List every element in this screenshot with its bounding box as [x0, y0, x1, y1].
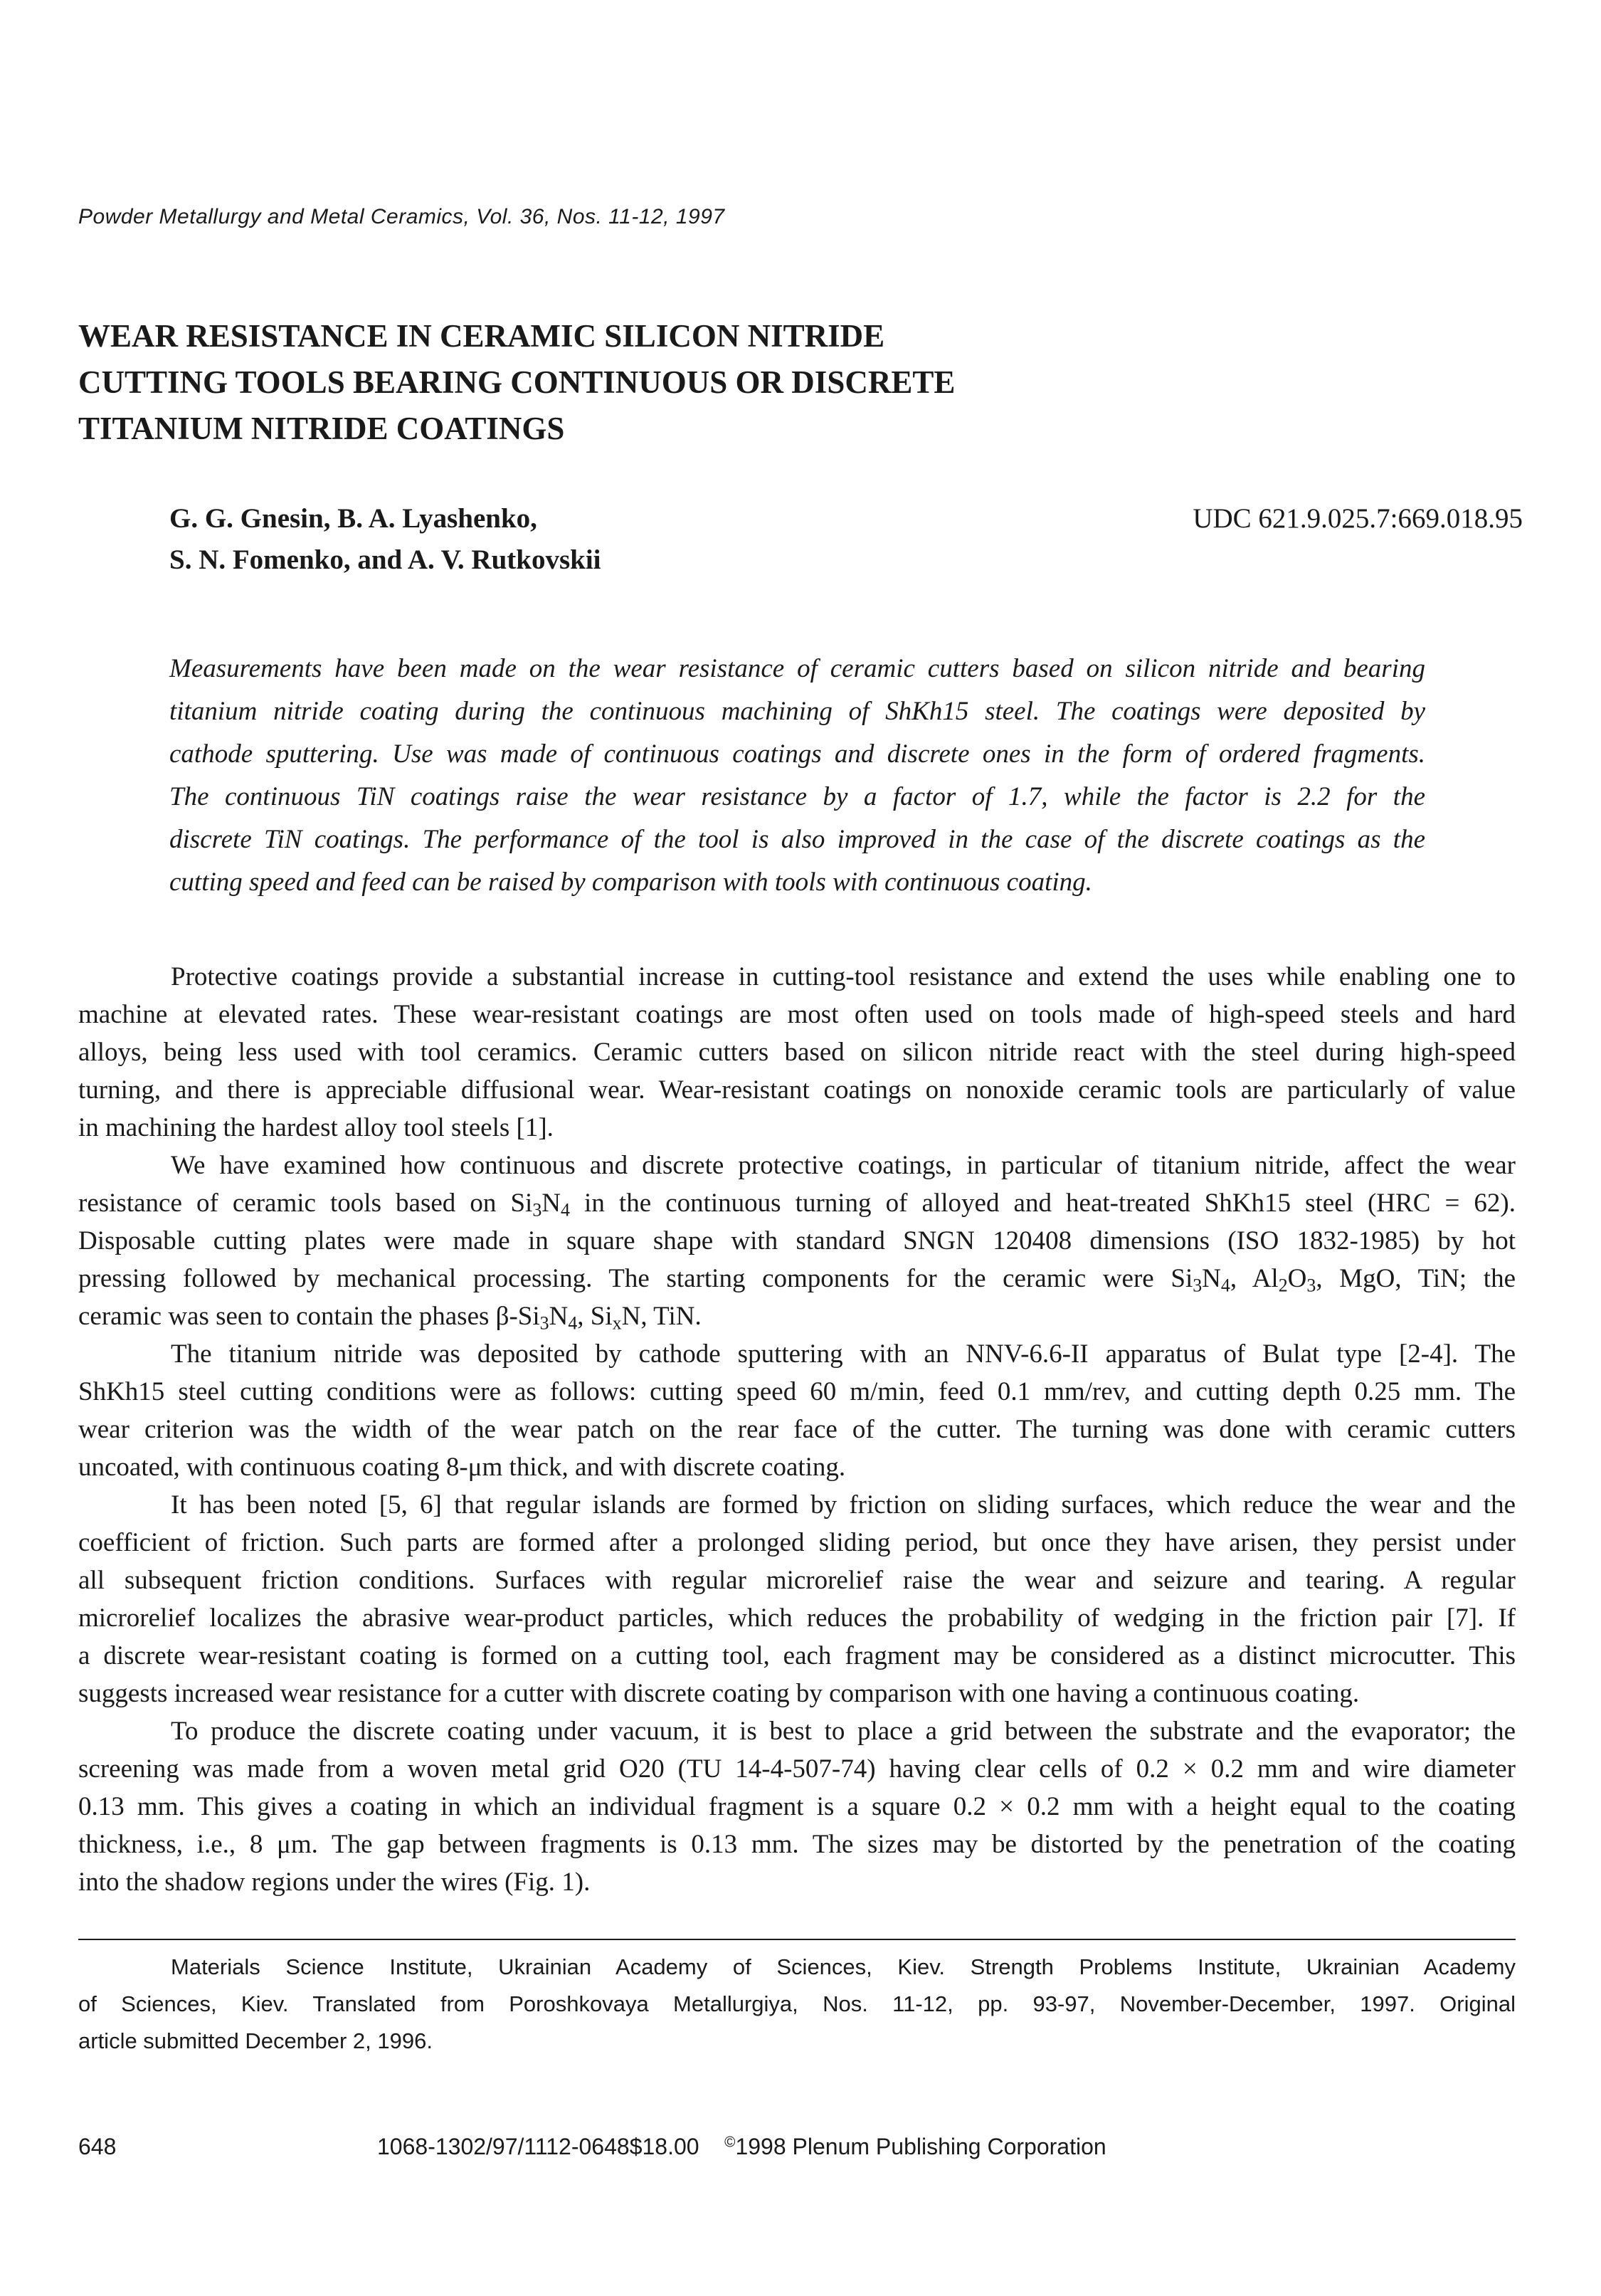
body-line: Protective coatings provide a substantial increase in cutting-tool resistance and extend the uses while enabling one to [171, 962, 1516, 991]
title-line: WEAR RESISTANCE IN CERAMIC SILICON NITRIDE [78, 318, 885, 354]
body-line: in machining the hardest alloy tool steels [1]. [78, 1113, 554, 1142]
footnote-divider [78, 1939, 1516, 1940]
body-line: uncoated, with continuous coating 8-μm thick, and with discrete coating. [78, 1453, 846, 1482]
abstract [169, 648, 1425, 904]
body-line: turning, and there is appreciable diffusional wear. Wear-resistant coatings on nonoxide ceramic tools are particularly of value [78, 1075, 1516, 1105]
abstract-line: titanium nitride coating during the continuous machining of ShKh15 steel. The coatings were deposited by [169, 697, 1425, 726]
body-line: To produce the discrete coating under vacuum, it is best to place a grid between the substrate and the evaporator; the [171, 1717, 1516, 1746]
page-number: 648 [78, 2134, 117, 2159]
body-line: suggests increased wear resistance for a cutter with discrete coating by comparison with one having a continuous coating. [78, 1679, 1360, 1708]
paragraph-5 [78, 1712, 1516, 1901]
body-line: all subsequent friction conditions. Surfaces with regular microrelief raise the wear and seizure and tearing. A regular [78, 1566, 1516, 1595]
footnote-line: article submitted December 2, 1996. [78, 2028, 433, 2053]
body-line: into the shadow regions under the wires (Fig. 1). [78, 1868, 591, 1897]
title-line: TITANIUM NITRIDE COATINGS [78, 411, 565, 446]
paragraph-4 [78, 1486, 1516, 1712]
paragraph-1 [78, 958, 1516, 1147]
abstract-line: discrete TiN coatings. The performance of the tool is also improved in the case of the discrete coatings as the [169, 825, 1425, 854]
footnote [78, 1949, 1516, 2060]
body-line: alloys, being less used with tool ceramics. Ceramic cutters based on silicon nitride react with the steel during high-speed [78, 1038, 1516, 1067]
body-line: pressing followed by mechanical processing. The starting components for the ceramic were $Si_3N_4$, $Al_2O_3$, MgO, TiN; the [78, 1264, 1516, 1296]
body-line: 0.13 mm. This gives a coating in which an individual fragment is a square 0.2 × 0.2 mm with a height equal to the coating [78, 1792, 1516, 1821]
body-line: screening was made from a woven metal grid O20 (TU 14-4-507-74) having clear cells of 0.2 × 0.2 mm and wire diameter [78, 1754, 1516, 1784]
body-line: thickness, i.e., 8 μm. The gap between fragments is 0.13 mm. The sizes may be distorted by the penetration of the coating [78, 1830, 1516, 1859]
author-line: G. G. Gnesin, B. A. Lyashenko, [169, 503, 537, 534]
title-line: CUTTING TOOLS BEARING CONTINUOUS OR DISCRETE [78, 364, 956, 400]
body-line: wear criterion was the width of the wear patch on the rear face of the cutter. The turning was done with ceramic cutters [78, 1415, 1516, 1444]
body-line: a discrete wear-resistant coating is formed on a cutting tool, each fragment may be considered as a distinct microcutter. This [78, 1641, 1516, 1670]
body-line: machine at elevated rates. These wear-resistant coatings are most often used on tools made of high-speed steels and hard [78, 1000, 1516, 1029]
body-line: ceramic was seen to contain the phases $\beta-Si_3N_4$, $Si_xN$, TiN. [78, 1302, 702, 1334]
paragraph-3 [78, 1335, 1516, 1486]
copyright-text: 1998 Plenum Publishing Corporation [735, 2134, 1106, 2159]
abstract-line: Measurements have been made on the wear resistance of ceramic cutters based on silicon nitride and bearing [169, 654, 1425, 683]
body-line: resistance of ceramic tools based on $Si_3N_4$ in the continuous turning of alloyed and heat-treated ShKh15 steel (HRC = 62). [78, 1189, 1516, 1221]
body-line: We have examined how continuous and discrete protective coatings, in particular of titanium nitride, affect the wear [171, 1151, 1516, 1180]
udc-code: UDC 621.9.025.7:669.018.95 [1193, 503, 1523, 534]
abstract-line: cutting speed and feed can be raised by comparison with tools with continuous coating. [169, 868, 1092, 897]
article-title [78, 313, 1217, 452]
copyright-symbol: © [724, 2134, 736, 2151]
body-line: ShKh15 steel cutting conditions were as follows: cutting speed 60 m/min, feed 0.1 mm/rev, and cutting depth 0.25 mm. The [78, 1377, 1516, 1406]
paragraph-2 [78, 1147, 1516, 1335]
abstract-line: The continuous TiN coatings raise the wear resistance by a factor of 1.7, while the factor is 2.2 for the [169, 782, 1425, 811]
body-line: It has been noted [5, 6] that regular islands are formed by friction on sliding surfaces, which reduce the wear and the [171, 1490, 1516, 1520]
journal-citation: Powder Metallurgy and Metal Ceramics, Vol. 36, Nos. 11-12, 1997 [78, 205, 725, 228]
author-line: S. N. Fomenko, and A. V. Rutkovskii [169, 544, 601, 575]
abstract-line: cathode sputtering. Use was made of continuous coatings and discrete ones in the form of ordered fragments. [169, 739, 1425, 769]
footnote-line: Materials Science Institute, Ukrainian Academy of Sciences, Kiev. Strength Problems Institute, Ukrainian Academy [171, 1954, 1516, 1979]
body-line: microrelief localizes the abrasive wear-product particles, which reduces the probability of wedging in the friction pair [7]. If [78, 1603, 1516, 1633]
body-line: The titanium nitride was deposited by cathode sputtering with an NNV-6.6-II apparatus of Bulat type [2-4]. The [171, 1339, 1516, 1369]
issn-price: 1068-1302/97/1112-0648$18.00 [377, 2134, 699, 2159]
footnote-line: of Sciences, Kiev. Translated from Poroshkovaya Metallurgiya, Nos. 11-12, pp. 93-97, November-December, 1997. Original [78, 1991, 1516, 2016]
body-line: coefficient of friction. Such parts are formed after a prolonged sliding period, but once they have arisen, they persist under [78, 1528, 1516, 1557]
author-list [169, 498, 601, 581]
body-line: Disposable cutting plates were made in square shape with standard SNGN 120408 dimensions (ISO 1832-1985) by hot [78, 1226, 1516, 1255]
body-text [78, 958, 1516, 1901]
copyright-line [377, 2134, 1106, 2160]
